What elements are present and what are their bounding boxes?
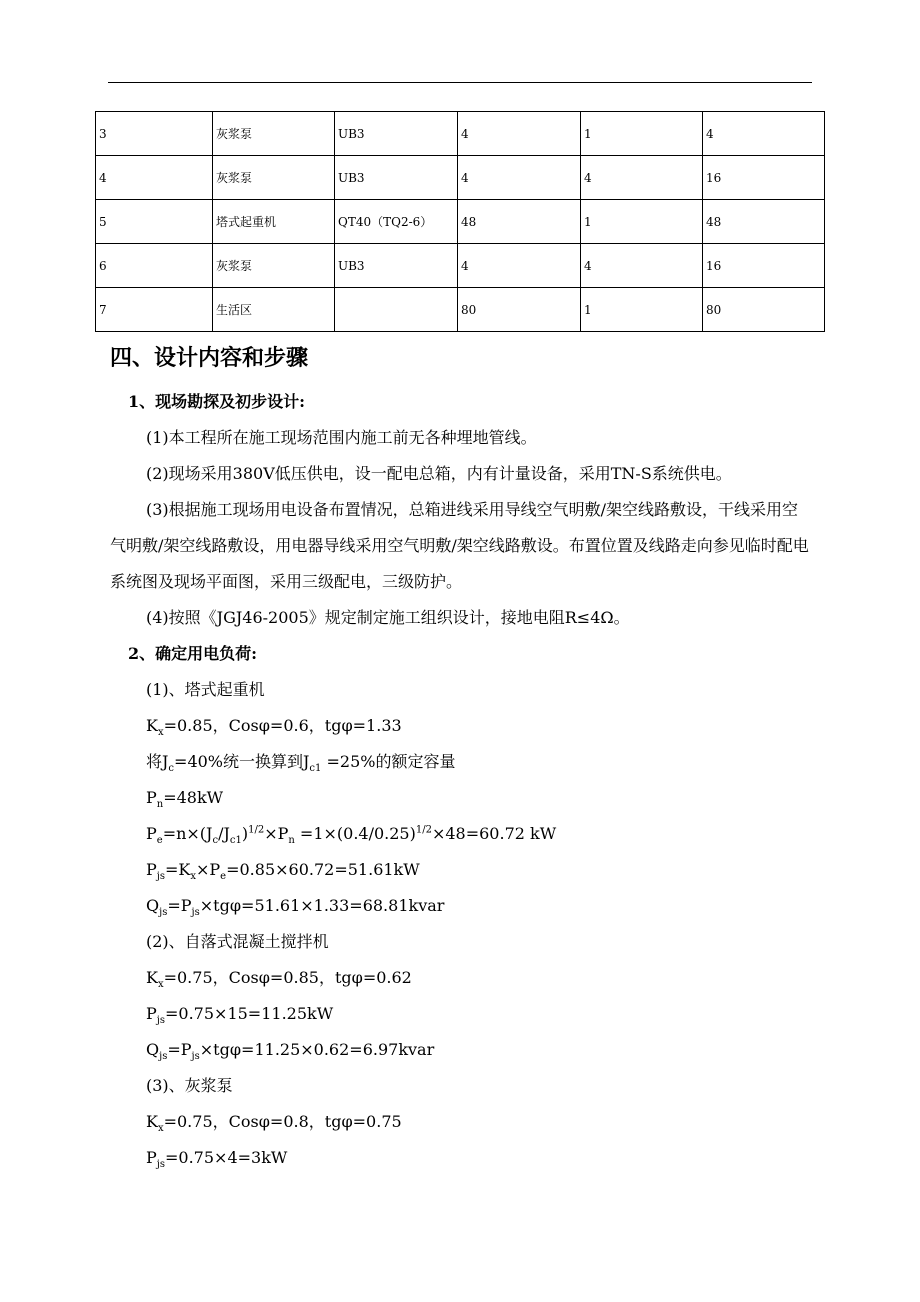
formula-line: $P_{js}=0.75\times 15=11.25kW$ [146,1004,334,1027]
header-rule [108,82,812,83]
formula-line: $K_x=0.85$，Cosφ=0.6，tgφ=1.33 [146,716,402,739]
cell-total: 16 [703,244,825,288]
cell-model: UB3 [335,156,458,200]
cell-total: 48 [703,200,825,244]
cell-model: QT40（TQ2-6） [335,200,458,244]
cell-no: 6 [96,244,213,288]
cell-power: 48 [458,200,581,244]
formula-line: $P_{js}=0.75\times 4=3kW$ [146,1148,288,1171]
formula-line: $P_{js}=K_x\times P_e=0.85\times 60.72=51.61kW$ [146,860,420,883]
section-title: 四、设计内容和步骤 [110,345,309,371]
cell-count: 1 [581,288,703,332]
table-row [96,200,825,244]
table-row [96,112,825,156]
equipment-table [95,111,825,332]
cell-name: 生活区 [213,288,335,332]
cell-total: 4 [703,112,825,156]
paragraph: (3)根据施工现场用电设备布置情况，总箱进线采用导线空气明敷/架空线路敷设，干线采用空气明敷/架空线路敷设，用电器导线采用空气明敷/架空线路敷设。布置位置及线路走向参见临时配电系统图及现场平面图，采用三级配电，三级防护。 [110,500,809,591]
cell-count: 1 [581,112,703,156]
formula-line: $Q_{js}=P_{js}\times tg\varphi=11.25\times 0.62=6.97kvar$ [146,1040,435,1063]
formula-line: $P_n=48kW$ [146,788,224,811]
cell-count: 1 [581,200,703,244]
cell-power: 4 [458,244,581,288]
formula-line: 将$J_c=40\%$统一换算到$J_{c1} =25\%$的额定容量 [146,752,456,775]
cell-power: 4 [458,156,581,200]
paragraph: (2)现场采用380V低压供电，设一配电总箱，内有计量设备，采用TN-S系统供电。 [146,464,732,483]
table-row [96,156,825,200]
formula-line: $K_x=0.75$，Cosφ=0.85，tgφ=0.62 [146,968,412,991]
table-row [96,288,825,332]
cell-count: 4 [581,156,703,200]
cell-total: 16 [703,156,825,200]
cell-model: UB3 [335,244,458,288]
cell-no: 7 [96,288,213,332]
cell-no: 4 [96,156,213,200]
cell-no: 5 [96,200,213,244]
cell-model [335,288,458,332]
cell-model: UB3 [335,112,458,156]
subsection-heading: 1、现场勘探及初步设计: [128,392,306,411]
formula-line: $Q_{js}=P_{js}\times tg\varphi=51.61\times 1.33=68.81kvar$ [146,896,445,919]
cell-name: 灰浆泵 [213,156,335,200]
cell-total: 80 [703,288,825,332]
item-title: (2)、自落式混凝土搅拌机 [146,932,329,951]
subsection-heading: 2、确定用电负荷: [128,644,258,663]
cell-name: 灰浆泵 [213,244,335,288]
item-title: (1)、塔式起重机 [146,680,265,699]
paragraph: (4)按照《JGJ46-2005》规定制定施工组织设计，接地电阻R≤4Ω。 [146,608,630,627]
paragraph: (1)本工程所在施工现场范围内施工前无各种埋地管线。 [146,428,537,447]
formula-line: $P_e=n\times(J_c/J_{c1})^{1/2}\times P_n =1\times(0.4/0.25)^{1/2}\times 48=60.72$ kW [146,824,557,847]
table-row [96,244,825,288]
cell-name: 塔式起重机 [213,200,335,244]
cell-name: 灰浆泵 [213,112,335,156]
cell-count: 4 [581,244,703,288]
cell-no: 3 [96,112,213,156]
design-content [110,384,810,1176]
cell-power: 80 [458,288,581,332]
cell-power: 4 [458,112,581,156]
formula-line: $K_x=0.75$，Cosφ=0.8，tgφ=0.75 [146,1112,402,1135]
item-title: (3)、灰浆泵 [146,1076,233,1095]
